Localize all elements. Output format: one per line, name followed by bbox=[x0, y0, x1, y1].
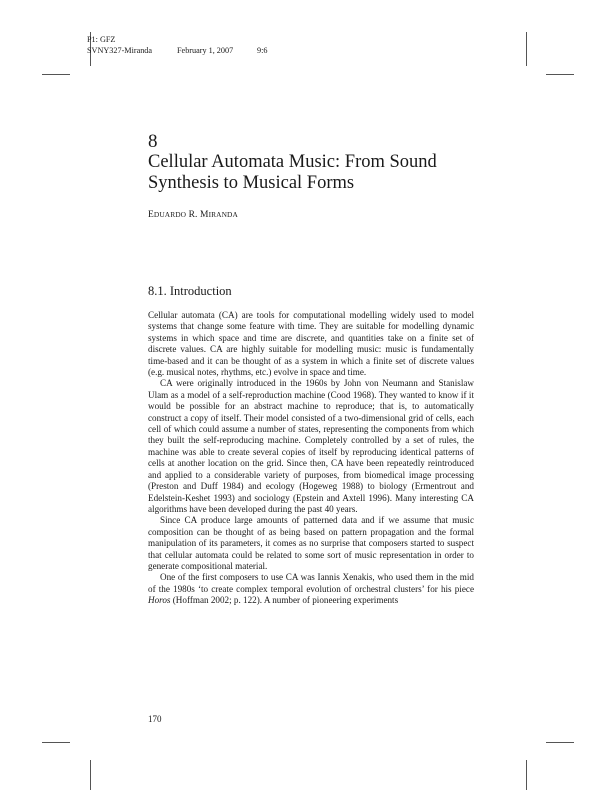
header-time: 9:6 bbox=[257, 46, 268, 55]
crop-mark-top-right-vertical bbox=[526, 32, 527, 66]
crop-mark-bottom-right-horizontal bbox=[546, 742, 574, 743]
chapter-title bbox=[148, 152, 508, 194]
header-proof-id: P1: GFZ bbox=[87, 35, 116, 44]
crop-mark-top-left-horizontal bbox=[42, 74, 70, 75]
paragraph-2: CA were originally introduced in the 1960s by John von Neumann and Stanislaw Ulam as a model of a self-reproduction machine (Cood 1968). They wanted to know if it would be possible for an abstract machine to reproduce; that is, to automatically construct a copy of itself. Their model consisted of a two-dimensional grid of cells, each cell of which could assume a number of states, representing the components from which they built the self-reproducing machine. Completely controlled by a set of rules, the machine was able to create several copies of itself by reproducing identical patterns of cells at another location on the grid. Since then, CA have been repeatedly reintroduced and applied to a considerable variety of purposes, from biomedical image processing (Preston and Duff 1984) and ecology (Hogeweg 1988) to biology (Ermentrout and Edelstein-Keshet 1993) and sociology (Epstein and Axtell 1996). Many interesting CA algorithms have been developed during the past 40 years. bbox=[148, 378, 474, 514]
crop-mark-top-right-horizontal bbox=[546, 74, 574, 75]
paragraph-4-after: (Hoffman 2002; p. 122). A number of pioneering experiments bbox=[170, 595, 399, 606]
chapter-number: 8 bbox=[148, 131, 158, 152]
paragraph-4-before: One of the first composers to use CA was Iannis Xenakis, who used them in the mid of the 1980s ‘to create complex temporal evolution of orchestral clusters’ for his piece bbox=[148, 572, 474, 594]
page-number: 170 bbox=[148, 714, 162, 724]
header-date: February 1, 2007 bbox=[177, 46, 234, 55]
chapter-author bbox=[148, 210, 238, 220]
author-first-initial: E bbox=[148, 210, 154, 220]
section-heading: 8.1. Introduction bbox=[148, 284, 232, 298]
paragraph-1: Cellular automata (CA) are tools for computational modelling widely used to model systems that change some feature with time. They are suitable for modelling dynamic systems in which space and time are discrete, and quantities take on a finite set of discrete values. CA are highly suitable for modelling music: music is fundamentally time-based and it can be thought of as a system in which a finite set of discrete values (e.g. musical notes, rhythms, etc.) evolve in space and time. bbox=[148, 310, 474, 378]
crop-mark-bottom-right-vertical bbox=[526, 760, 527, 790]
author-last-rest: IRANDA bbox=[208, 210, 238, 219]
author-last-initial: M bbox=[200, 210, 209, 220]
work-title-horos: Horos bbox=[148, 595, 171, 606]
author-middle-initial: R. bbox=[186, 210, 200, 220]
crop-mark-bottom-left-vertical bbox=[90, 760, 91, 790]
author-first-rest: DUARDO bbox=[153, 210, 187, 219]
crop-mark-bottom-left-horizontal bbox=[42, 742, 70, 743]
header-job-name: SVNY327-Miranda bbox=[87, 46, 153, 55]
paragraph-4 bbox=[148, 572, 474, 606]
paragraph-3: Since CA produce large amounts of patterned data and if we assume that music composition can be thought of as being based on pattern propagation and the formal manipulation of its parameters, it comes as no surprise that composers started to suspect that cellular automata could be related to some sort of music representation in order to generate compositional material. bbox=[148, 515, 474, 571]
chapter-title-line-1: Cellular Automata Music: From Sound bbox=[148, 152, 437, 172]
chapter-title-line-2: Synthesis to Musical Forms bbox=[148, 173, 355, 193]
body-text bbox=[148, 310, 474, 607]
